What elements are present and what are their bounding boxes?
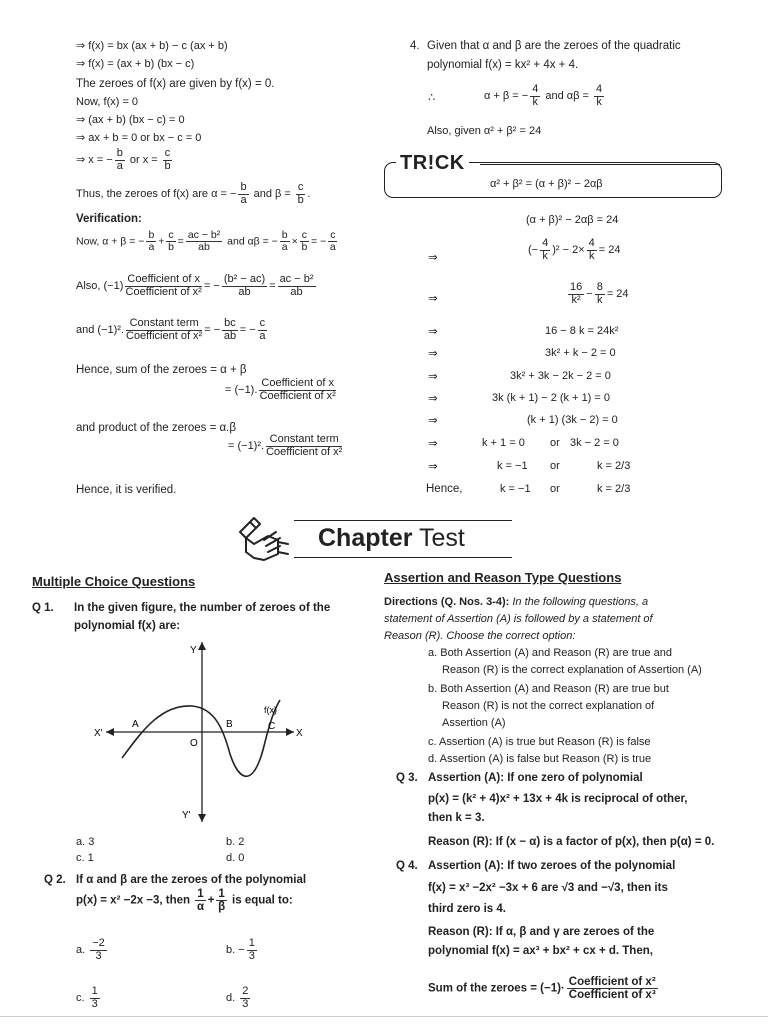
step-9-b: 3k − 2 = 0 (570, 437, 619, 449)
solution-line-2: ⇒ f(x) = (ax + b) (bx − c) (76, 58, 195, 70)
q2-line-2: p(x) = x² −2x −3, then $\frac{1}{\alpha}$ + $\frac{1}{\beta}$ is equal to: (76, 888, 293, 914)
q4-reason-line-1: Reason (R): If α, β and γ are zeroes of the (428, 926, 655, 938)
result-or: or (550, 483, 560, 495)
ar-option-a-line-1: a. Both Assertion (A) and Reason (R) are true and (428, 647, 672, 659)
point-c-label: C (268, 721, 276, 732)
q4-reason-line-2: polynomial f(x) = ax³ + bx² + cx + d. Then, (428, 945, 653, 957)
q3-reason: Reason (R): If (x − α) is a factor of p(x), then p(α) = 0. (428, 836, 715, 848)
step-6: 3k² + 3k − 2k − 2 = 0 (510, 370, 611, 382)
q4-test-line-3: third zero is 4. (428, 903, 506, 915)
step-3-arrow: ⇒ (428, 293, 438, 305)
solution-line-5: ⇒ (ax + b) (bx − c) = 0 (76, 114, 185, 126)
trick-rule (480, 164, 720, 165)
solution-line-9: Now, α + β = − $\frac{b}{a}$ + $\frac{c}{b}$ = $\frac{\text{ac − b²}}{ab}$ and αβ = − $\frac{b}{a}$ × $\frac{c}{b}$ = − $\frac{c}{a}$ (76, 229, 336, 254)
step-10-a: k = −1 (497, 460, 528, 472)
step-2-arrow: ⇒ (428, 252, 438, 264)
trick-formula: α² + β² = (α + β)² − 2αβ (490, 178, 603, 190)
q4-reason-line-3: Sum of the zeroes = (−1)· $\frac{\text{Coefficient of x²}}{\text{Coefficient of x³}}$ (428, 976, 656, 1002)
q4-test-number: Q 4. (396, 860, 418, 872)
ar-option-b-line-1: b. Both Assertion (A) and Reason (R) are true but (428, 683, 669, 695)
y-neg-label: Y' (182, 810, 191, 821)
x-neg-arrow-icon (106, 728, 114, 736)
ar-option-d: d. Assertion (A) is false but Reason (R) is true (428, 753, 652, 765)
q2-option-c[interactable]: c. $\frac{1}{3}$ (76, 985, 98, 1010)
solution-line-14: and product of the zeroes = α.β (76, 422, 236, 434)
q2-number: Q 2. (44, 874, 66, 886)
step-10-arrow: ⇒ (428, 461, 438, 473)
q3-line-1: Assertion (A): If one zero of polynomial (428, 772, 643, 784)
directions-line-2: statement of Assertion (A) is followed by a statement of (384, 613, 653, 625)
step-5: 3k² + k − 2 = 0 (545, 347, 616, 359)
q3-line-2: p(x) = (k² + 4)x² + 13x + 4k is reciprocal of other, (428, 793, 688, 805)
q4-relations: α + β = − $\frac{4}{k}$ and αβ = $\frac{4}{k}$ (484, 83, 603, 108)
step-8-arrow: ⇒ (428, 415, 438, 427)
curve-label: f(x) (264, 705, 277, 715)
solution-line-1: ⇒ f(x) = bx (ax + b) − c (ax + b) (76, 40, 228, 52)
step-9-or: or (550, 437, 560, 449)
page-bottom-rule (0, 1016, 768, 1017)
x-neg-label: X' (94, 728, 103, 739)
chapter-test-title: Chapter Test (318, 524, 465, 552)
solution-line-11: and (−1)². $\frac{\text{Constant term}}{\text{Coefficient of x²}}$ = − $\frac{bc}{ab}$ = − $\frac{c}{a}$ (76, 317, 266, 342)
solution-line-7: ⇒ x = − $\frac{b}{a}$ or x = $\frac{c}{b}$ (76, 147, 171, 172)
step-7-arrow: ⇒ (428, 393, 438, 405)
point-b-label: B (226, 719, 233, 730)
q4-test-line-1: Assertion (A): If two zeroes of the polynomial (428, 860, 676, 872)
ar-option-c: c. Assertion (A) is true but Reason (R) is false (428, 736, 651, 748)
q2-option-a[interactable]: a. $\frac{-2}{3}$ (76, 937, 105, 962)
step-9-arrow: ⇒ (428, 438, 438, 450)
q1-option-c[interactable]: c. 1 (76, 852, 94, 864)
result-a: k = −1 (500, 483, 531, 495)
step-10-b: k = 2/3 (597, 460, 631, 472)
q3-line-3: then k = 3. (428, 812, 485, 824)
q4-given: Also, given α² + β² = 24 (427, 125, 542, 137)
step-8: (k + 1) (3k − 2) = 0 (527, 414, 618, 426)
solution-line-13: = (−1). $\frac{\text{Coefficient of x}}{\text{Coefficient of x²}}$ (225, 377, 336, 402)
q1-option-a[interactable]: a. 3 (76, 836, 95, 848)
q1-option-d[interactable]: d. 0 (226, 852, 245, 864)
q3-number: Q 3. (396, 772, 418, 784)
solution-line-3: The zeroes of f(x) are given by f(x) = 0. (76, 78, 275, 90)
directions-line-1: Directions (Q. Nos. 3-4): In the following questions, a (384, 596, 649, 608)
therefore-symbol: ∴ (428, 92, 436, 104)
step-4-arrow: ⇒ (428, 326, 438, 338)
step-2: (− $\frac{4}{k}$ )² − 2× $\frac{4}{k}$ = 24 (528, 237, 621, 262)
q2-line-1: If α and β are the zeroes of the polynomial (76, 874, 307, 886)
ar-option-a-line-2: Reason (R) is the correct explanation of Assertion (A) (442, 664, 702, 676)
q2-option-b[interactable]: b. − $\frac{1}{3}$ (226, 937, 255, 962)
ar-option-b-line-3: Assertion (A) (442, 717, 506, 729)
step-5-arrow: ⇒ (428, 348, 438, 360)
step-4: 16 − 8 k = 24k² (545, 325, 619, 337)
x-pos-arrow-icon (286, 728, 294, 736)
banner-rule-bottom (294, 557, 512, 558)
step-3: $\frac{16}{\text{k²}}$ − $\frac{8}{k}$ = 24 (570, 281, 629, 306)
q1-number: Q 1. (32, 602, 54, 614)
solution-line-12: Hence, sum of the zeroes = α + β (76, 364, 247, 376)
step-6-arrow: ⇒ (428, 371, 438, 383)
q1-option-b[interactable]: b. 2 (226, 836, 245, 848)
solution-line-8: Thus, the zeroes of f(x) are α = − $\frac{b}{a}$ and β = $\frac{c}{b}$ . (76, 181, 311, 206)
q1-line-2: polynomial f(x) are: (74, 620, 181, 632)
origin-label: O (190, 738, 198, 749)
ar-heading: Assertion and Reason Type Questions (384, 570, 622, 585)
trick-label: TR!CK (396, 152, 469, 175)
y-pos-arrow-icon (198, 642, 206, 650)
y-neg-arrow-icon (198, 814, 206, 822)
q4-line-2: polynomial f(x) = kx² + 4x + 4. (427, 59, 579, 71)
q4-number: 4. (410, 40, 420, 52)
solution-line-15: = (−1)². $\frac{\text{Constant term}}{\text{Coefficient of x²}}$ (228, 433, 343, 458)
result-b: k = 2/3 (597, 483, 631, 495)
step-9-a: k + 1 = 0 (482, 437, 525, 449)
directions-line-3: Reason (R). Choose the correct option: (384, 630, 576, 642)
step-7: 3k (k + 1) − 2 (k + 1) = 0 (492, 392, 610, 404)
hence-label: Hence, (426, 483, 463, 495)
q4-test-line-2: f(x) = x³ −2x² −3x + 6 are √3 and −√3, then its (428, 882, 668, 894)
step-10-or: or (550, 460, 560, 472)
verification-heading: Verification: (76, 213, 142, 225)
hand-pencil-icon (234, 514, 294, 566)
q1-line-1: In the given figure, the number of zeroes of the (74, 602, 331, 614)
solution-line-16: Hence, it is verified. (76, 484, 177, 496)
ar-option-b-line-2: Reason (R) is not the correct explanation of (442, 700, 655, 712)
polynomial-curve (122, 700, 280, 776)
q2-option-d[interactable]: d. $\frac{2}{3}$ (226, 985, 249, 1010)
solution-line-4: Now, f(x) = 0 (76, 96, 139, 108)
solution-line-10: Also, (−1) $\frac{\text{Coefficient of x}}{\text{Coefficient of x²}}$ = − $\frac{\text{(b² − ac)}}{ab}$ = $\frac{\text{ac − b²}}{ab}$ (76, 273, 314, 298)
point-a-label: A (132, 719, 139, 730)
y-label: Y (190, 645, 197, 656)
mcq-heading: Multiple Choice Questions (32, 574, 196, 589)
banner-rule-top (294, 520, 512, 521)
x-label: X (296, 728, 303, 739)
solution-line-6: ⇒ ax + b = 0 or bx − c = 0 (76, 132, 202, 144)
q1-polynomial-graph (94, 636, 318, 826)
q4-line-1: Given that α and β are the zeroes of the quadratic (427, 40, 681, 52)
step-1: (α + β)² − 2αβ = 24 (526, 214, 619, 226)
